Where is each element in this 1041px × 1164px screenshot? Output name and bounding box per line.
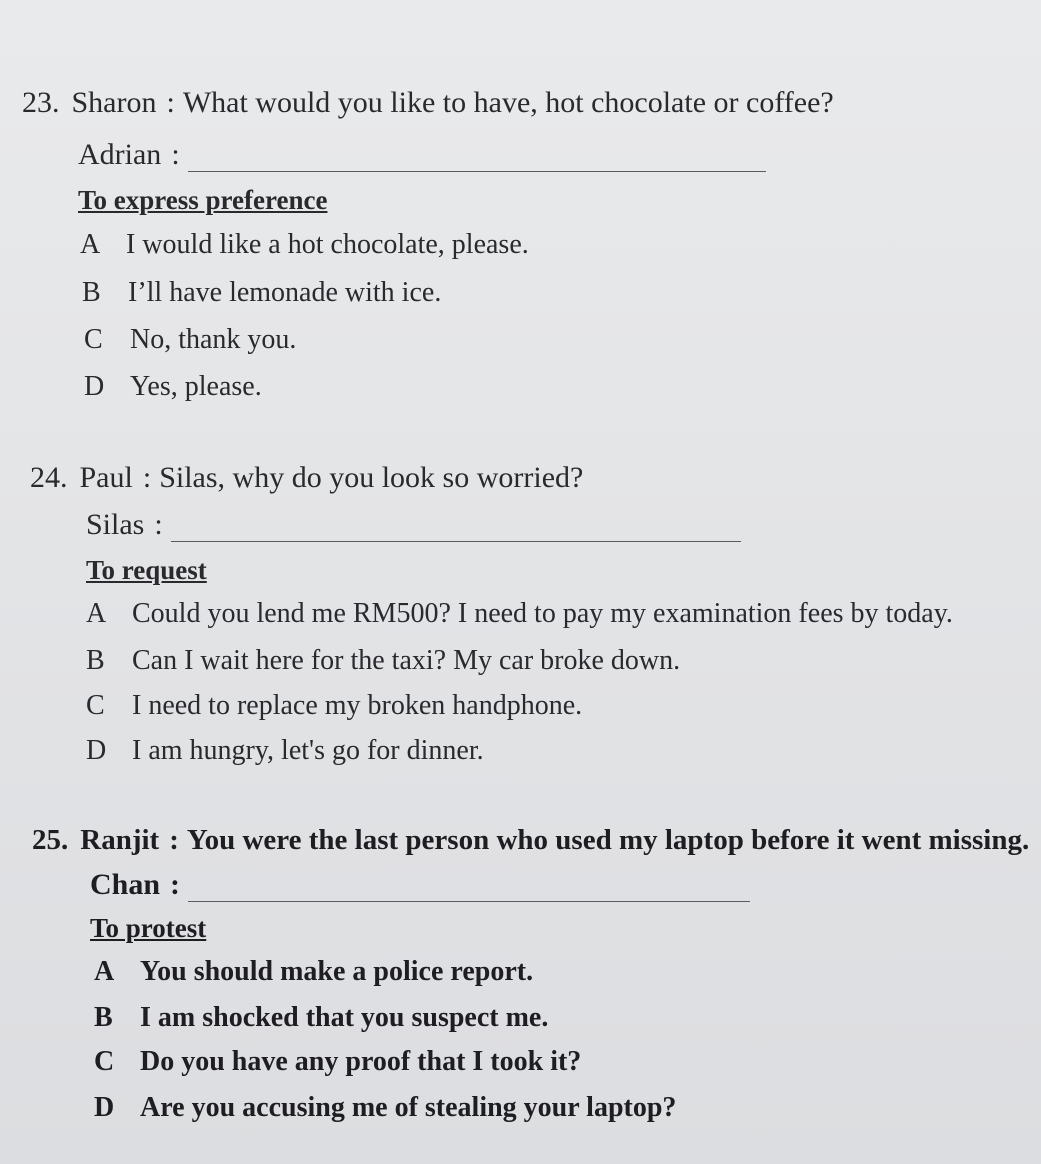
speaker-name: Silas bbox=[86, 508, 145, 541]
answer-blank bbox=[188, 145, 766, 172]
speaker-name: Sharon bbox=[71, 86, 157, 119]
option-text: I need to replace my broken handphone. bbox=[132, 690, 583, 721]
option-c bbox=[94, 1046, 581, 1078]
option-letter: C bbox=[94, 1046, 115, 1077]
function-label: To protest bbox=[90, 913, 207, 943]
question-number: 24. bbox=[30, 461, 68, 494]
option-letter: B bbox=[86, 645, 105, 676]
question-number: 23. bbox=[22, 86, 60, 119]
speaker-name: Adrian bbox=[78, 138, 162, 171]
dialog-text: Silas, why do you look so worried? bbox=[159, 461, 584, 494]
option-letter: A bbox=[86, 598, 107, 629]
function-label: To request bbox=[86, 555, 207, 585]
option-c bbox=[84, 324, 296, 356]
option-text: Could you lend me RM500? I need to pay my examination fees by today. bbox=[132, 598, 953, 629]
option-text: I would like a hot chocolate, please. bbox=[126, 229, 529, 260]
option-letter: B bbox=[94, 1002, 113, 1033]
option-text: No, thank you. bbox=[130, 324, 297, 355]
answer-line: Adrian : bbox=[78, 138, 766, 172]
option-text: You should make a police report. bbox=[140, 956, 534, 987]
speaker-name: Ranjit bbox=[80, 824, 160, 856]
option-a bbox=[86, 598, 953, 630]
option-c bbox=[86, 690, 582, 722]
function-label: To express preference bbox=[78, 185, 328, 215]
option-text: I’ll have lemonade with ice. bbox=[128, 277, 442, 308]
option-letter: D bbox=[86, 735, 107, 766]
option-text: Are you accusing me of stealing your laptop? bbox=[140, 1092, 677, 1123]
option-a bbox=[80, 229, 529, 261]
option-text: Can I wait here for the taxi? My car broke down. bbox=[132, 645, 681, 676]
option-letter: A bbox=[94, 956, 115, 987]
option-letter: D bbox=[84, 371, 105, 402]
option-b bbox=[94, 1002, 548, 1034]
option-a bbox=[94, 956, 533, 988]
option-letter: C bbox=[84, 324, 103, 355]
question-line: 25. Ranjit : You were the last person who used my laptop before it went missing. bbox=[32, 824, 1030, 856]
option-text: I am hungry, let's go for dinner. bbox=[132, 735, 484, 766]
speaker-name: Chan bbox=[90, 868, 161, 901]
question-number: 25. bbox=[32, 824, 69, 856]
option-letter: B bbox=[82, 277, 101, 308]
question-line: 24. Paul : Silas, why do you look so worried? bbox=[30, 461, 584, 494]
option-b bbox=[86, 645, 680, 677]
option-letter: D bbox=[94, 1092, 115, 1123]
option-d bbox=[94, 1092, 676, 1124]
option-text: I am shocked that you suspect me. bbox=[140, 1002, 549, 1033]
option-d bbox=[86, 735, 484, 767]
answer-blank bbox=[188, 875, 750, 902]
option-text: Yes, please. bbox=[130, 371, 262, 402]
option-letter: A bbox=[80, 229, 101, 260]
speaker-name: Paul bbox=[79, 461, 133, 494]
dialog-text: You were the last person who used my laptop before it went missing. bbox=[186, 824, 1030, 856]
answer-blank bbox=[171, 515, 741, 542]
answer-line: Chan : bbox=[90, 868, 750, 902]
dialog-text: What would you like to have, hot chocolate or coffee? bbox=[182, 86, 834, 119]
question-line: 23. Sharon : What would you like to have, hot chocolate or coffee? bbox=[22, 86, 834, 119]
option-b bbox=[82, 277, 441, 309]
option-d bbox=[84, 371, 262, 403]
option-letter: C bbox=[86, 690, 105, 721]
option-text: Do you have any proof that I took it? bbox=[140, 1046, 582, 1077]
answer-line: Silas : bbox=[86, 508, 741, 542]
